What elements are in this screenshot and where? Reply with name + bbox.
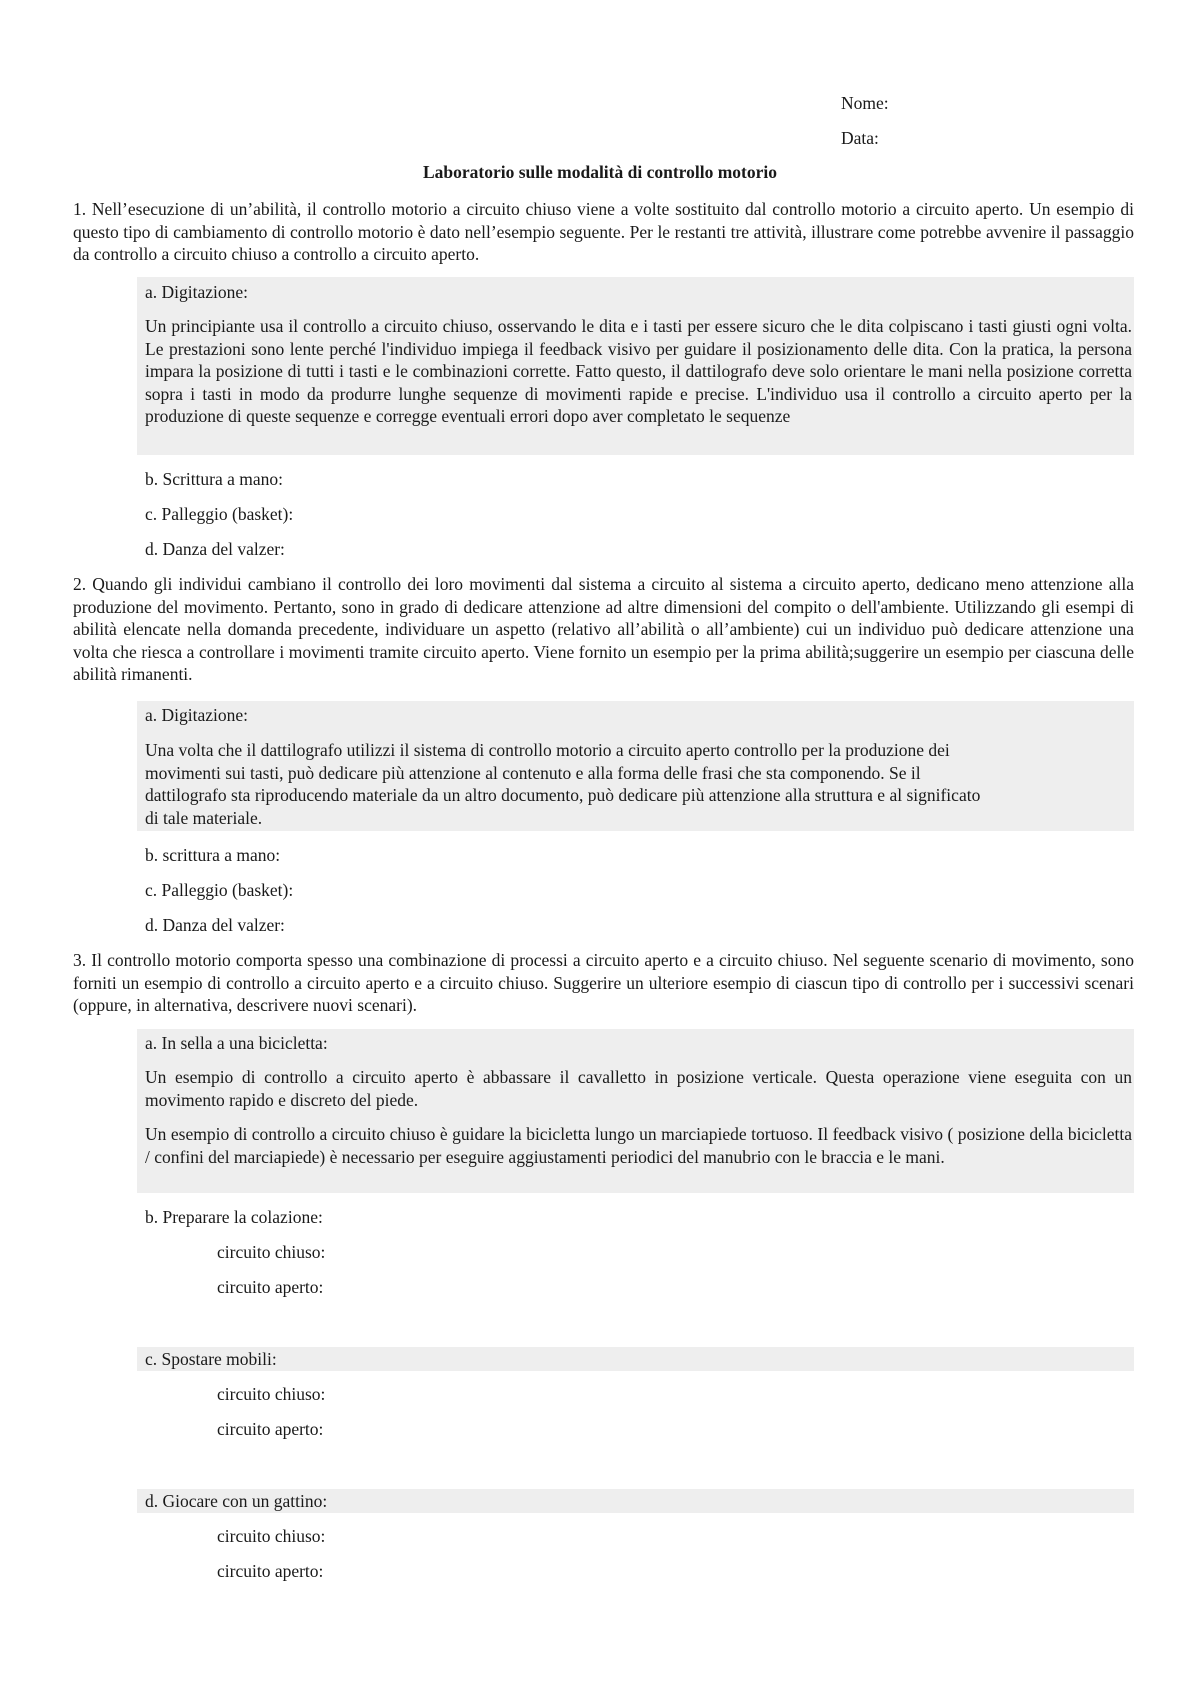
q3-item-a-answer-open: Un esempio di controllo a circuito aperto è abbassare il cavalletto in posizione verticale. Questa operazione viene eseguita con un movimento rapido e discreto del piede. [145,1067,1132,1110]
question-1-text: 1. Nell’esecuzione di un’abilità, il controllo motorio a circuito chiuso viene a volte sostituito dal controllo motorio a circuito aperto. Un esempio di questo tipo di cambiamento di controllo motorio è dato nell’esempio seguente. Per le restanti tre attività, illustrare come potrebbe avvenire il passaggio da controllo a circuito chiuso a controllo a circuito aperto. [73,199,1134,265]
q3-item-a-answer-closed: Un esempio di controllo a circuito chiuso è guidare la bicicletta lungo un marciapiede tortuoso. Il feedback visivo ( posizione della bicicletta / confini del marciapiede) è necessario per eseguire aggiustamenti periodici del manubrio con le braccia e le mani. [145,1124,1132,1167]
question-2-text: 2. Quando gli individui cambiano il controllo dei loro movimenti dal sistema a circuito al sistema a circuito aperto, dedicano meno attenzione alla produzione del movimento. Pertanto, sono in grado di dedicare attenzione ad altre dimensioni del compito o dell'ambiente. Utilizzando gli esempi di abilità elencate nella domanda precedente, individuare un aspetto (relativo all’abilità o all’ambiente) cui un individuo può dedicare attenzione una volta che riesca a controllare i movimenti tramite circuito aperto. Viene fornito un esempio per la prima abilità;suggerire un esempio per ciascuna delle abilità rimanenti. [73,574,1134,685]
q2-item-b-label: b. scrittura a mano: [145,845,281,865]
item-highlight [137,1347,1134,1371]
q2-item-c-label: c. Palleggio (basket): [145,880,294,900]
question-3-text: 3. Il controllo motorio comporta spesso una combinazione di processi a circuito aperto e a circuito chiuso. Nel seguente scenario di movimento, sono forniti un esempio di controllo a circuito aperto e a circuito chiuso. Suggerire un ulteriore esempio di ciascun tipo di controllo per i successivi scenari (oppure, in alternativa, descrivere nuovi scenari). [73,950,1134,1016]
q2-item-a-answer-line: Una volta che il dattilografo utilizzi il sistema di controllo motorio a circuito aperto controllo per la produzione dei [145,740,950,760]
document-title: Laboratorio sulle modalità di controllo motorio [422,162,778,182]
q1-item-c-label: c. Palleggio (basket): [145,504,294,524]
q3-item-b-label: b. Preparare la colazione: [145,1207,323,1227]
closed-loop-label: circuito chiuso: [217,1526,326,1546]
date-label: Data: [841,128,879,148]
closed-loop-label: circuito chiuso: [217,1242,326,1262]
q3-item-c-label: c. Spostare mobili: [145,1349,277,1369]
q2-item-d-label: d. Danza del valzer: [145,915,285,935]
open-loop-label: circuito aperto: [217,1561,324,1581]
q2-item-a-label: a. Digitazione: [145,705,249,725]
q1-item-a-answer: Un principiante usa il controllo a circuito chiuso, osservando le dita e i tasti per essere sicuro che le dita colpiscano i tasti giusti ogni volta. Le prestazioni sono lente perché l'individuo impiega il feedback visivo per guidare il posizionamento delle dita. Con la pratica, la persona impara la posizione di tutti i tasti e le combinazioni corrette. Fatto questo, il dattilografo deve solo orientare le mani nella posizione corretta sopra i tasti in modo da produrre lunghe sequenze di movimenti rapide e precise. L'individuo usa il controllo a circuito aperto per la produzione di queste sequenze e corregge eventuali errori dopo aver completato le sequenze [145,316,1132,427]
open-loop-label: circuito aperto: [217,1419,324,1439]
q2-item-a-answer-line: dattilografo sta riproducendo materiale da un altro documento, può dedicare più attenzione alla struttura e al significato [145,785,981,805]
q3-item-a-label: a. In sella a una bicicletta: [145,1033,328,1053]
q1-item-b-label: b. Scrittura a mano: [145,469,284,489]
q1-item-d-label: d. Danza del valzer: [145,539,285,559]
q1-item-a-label: a. Digitazione: [145,282,249,302]
q2-item-a-answer-line: di tale materiale. [145,808,263,828]
closed-loop-label: circuito chiuso: [217,1384,326,1404]
q3-item-d-label: d. Giocare con un gattino: [145,1491,328,1511]
q2-item-a-answer-line: movimenti sui tasti, può dedicare più attenzione al contenuto e alla forma delle frasi che sta componendo. Se il [145,763,921,783]
name-label: Nome: [841,93,889,113]
open-loop-label: circuito aperto: [217,1277,324,1297]
